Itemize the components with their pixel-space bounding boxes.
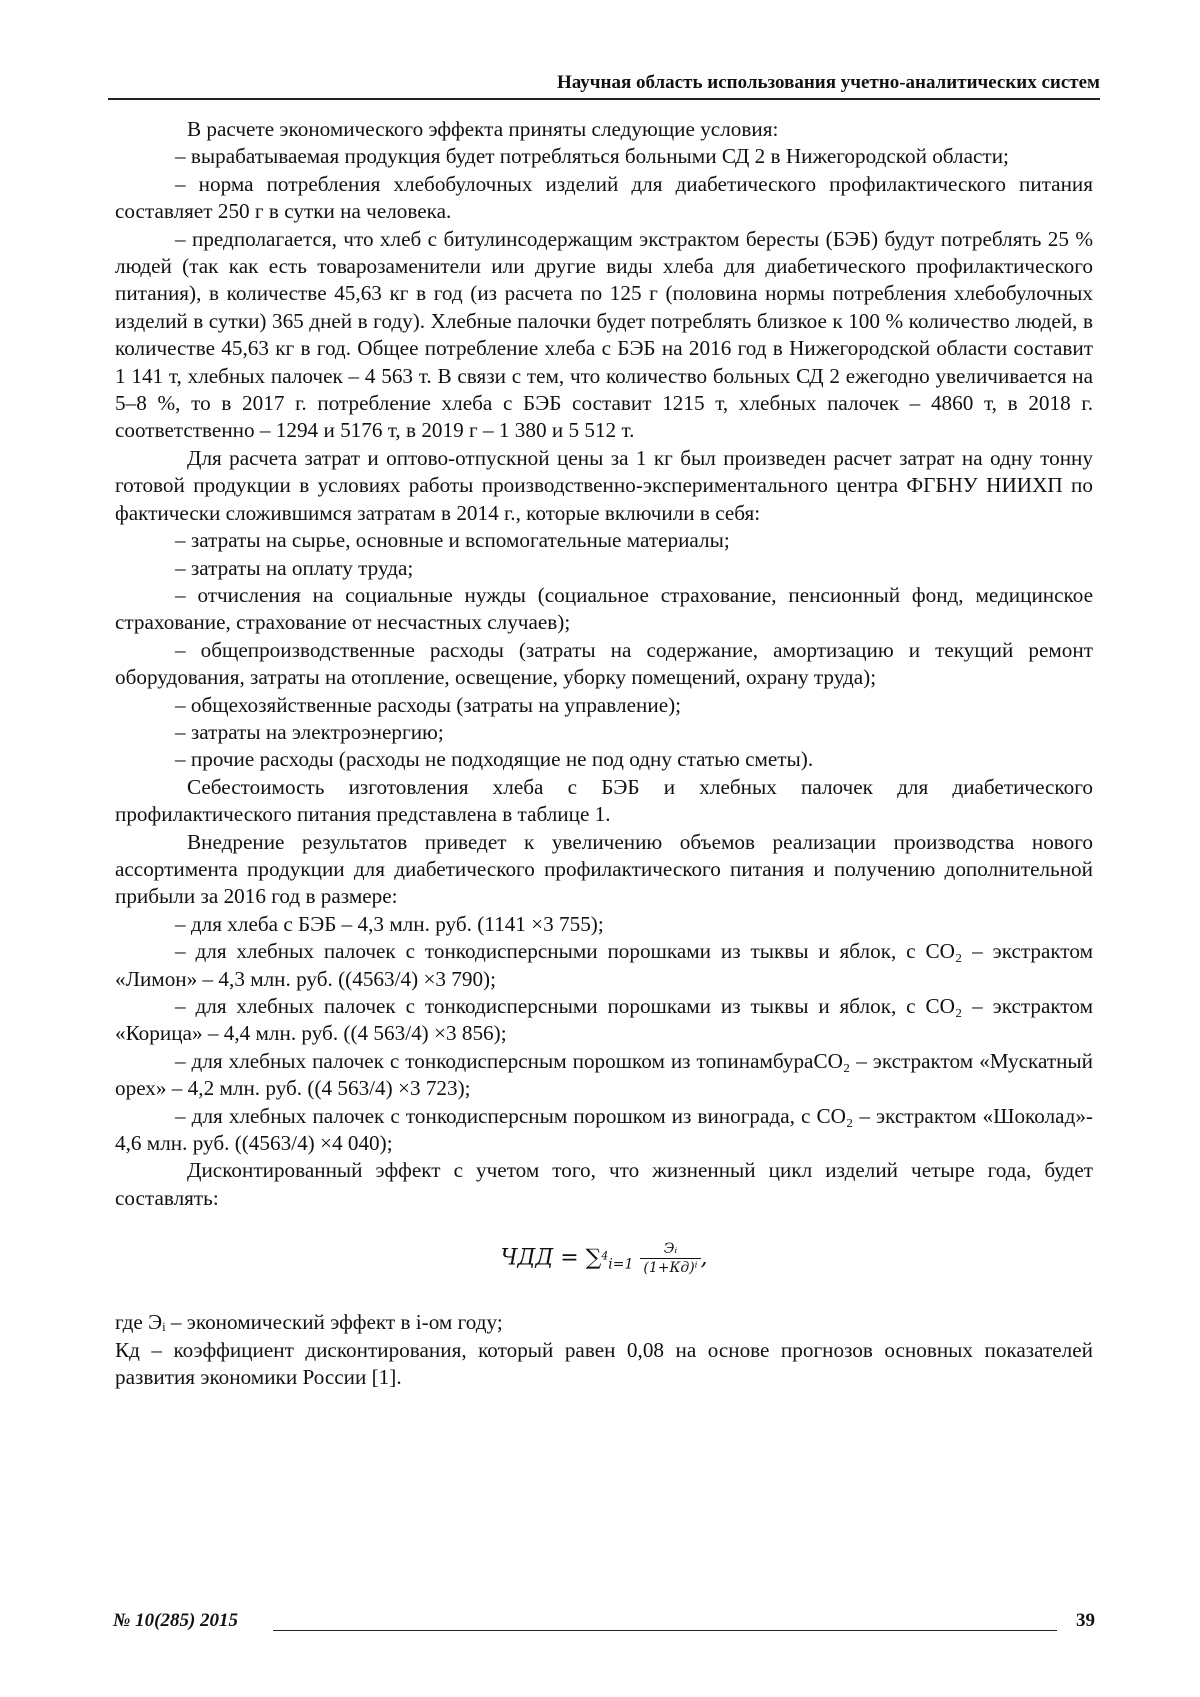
paragraph: Дисконтированный эффект с учетом того, что жизненный цикл изделий четыре года, будет составлять:: [115, 1157, 1093, 1212]
formula-upper-limit: 4: [601, 1249, 608, 1262]
paragraph: Себестоимость изготовления хлеба с БЭБ и хлебных палочек для диабетического профилактического питания представлена в таблице 1.: [115, 774, 1093, 829]
formula-limits: [601, 1254, 633, 1269]
paragraph: В расчете экономического эффекта приняты следующие условия:: [115, 116, 1093, 143]
formula-lower-limit: i=1: [608, 1256, 633, 1272]
formula-tail: ,: [701, 1246, 708, 1271]
paragraph: – для хлебных палочек с тонкодисперсным порошком из винограда, с CO₂ – экстрактом «Шоколад»- 4,6 млн. руб. ((4563/4) ×4 040);: [115, 1103, 1093, 1158]
paragraph: – затраты на оплату труда;: [115, 555, 1093, 582]
paragraph: – предполагается, что хлеб с битулинсодержащим экстрактом бересты (БЭБ) будут потреблять 25 % людей (так как есть товарозаменители или другие виды хлеба для диабетического профилактического питания), в количестве 45,63 кг в год (из расчета по 125 г (половина нормы потребления хлебобулочных изделий в сутки) 365 дней в году). Хлебные палочки будет потреблять близкое к 100 % количество людей, в количестве 45,63 кг в год. Общее потребление хлеба с БЭБ на 2016 год в Нижегородской области составит 1 141 т, хлебных палочек – 4 563 т. В связи с тем, что количество больных СД 2 ежегодно увеличивается на 5–8 %, то в 2017 г. потребление хлеба с БЭБ составит 1215 т, хлебных палочек – 4860 т, в 2018 г. соответственно – 1294 и 5176 т, в 2019 г – 1 380 и 5 512 т.: [115, 226, 1093, 445]
definition-kd: Кд – коэффициент дисконтирования, который равен 0,08 на основе прогнозов основных показателей развития экономики России [1].: [115, 1337, 1093, 1392]
formula-fraction: [640, 1240, 700, 1277]
paragraph: – для хлебных палочек с тонкодисперсными порошками из тыквы и яблок, с CO₂ – экстрактом «Корица» – 4,4 млн. руб. ((4 563/4) ×3 856);: [115, 993, 1093, 1048]
paragraph: – затраты на электроэнергию;: [115, 719, 1093, 746]
paragraph: – для хлеба с БЭБ – 4,3 млн. руб. (1141 ×3 755);: [115, 911, 1093, 938]
issue-number: № 10(285) 2015: [113, 1610, 242, 1632]
paragraph: – для хлебных палочек с тонкодисперсными порошками из тыквы и яблок, с CO₂ – экстрактом «Лимон» – 4,3 млн. руб. ((4563/4) ×3 790);: [115, 938, 1093, 993]
paragraph: Внедрение результатов приведет к увеличению объемов реализации производства нового ассортимента продукции для диабетического профилактического питания и получению дополнительной прибыли за 2016 год в размере:: [115, 829, 1093, 911]
paragraph-list: [115, 116, 1093, 1212]
formula-lhs: ЧДД = ∑: [500, 1246, 601, 1271]
paragraph: – общехозяйственные расходы (затраты на управление);: [115, 692, 1093, 719]
article-body: [115, 116, 1093, 1392]
paragraph: – отчисления на социальные нужды (социальное страхование, пенсионный фонд, медицинское страхование, страхование от несчастных случаев);: [115, 582, 1093, 637]
footer-rule: [273, 1630, 1057, 1631]
paragraph: Для расчета затрат и оптово-отпускной цены за 1 кг был произведен расчет затрат на одну тонну готовой продукции в условиях работы производственно-экспериментального центра ФГБНУ НИИХП по фактически сложившимся затратам в 2014 г., которые включили в себя:: [115, 445, 1093, 527]
paragraph: – норма потребления хлебобулочных изделий для диабетического профилактического питания составляет 250 г в сутки на человека.: [115, 171, 1093, 226]
running-header: [108, 72, 1100, 100]
paragraph: – для хлебных палочек с тонкодисперсным порошком из топинамбураCO₂ – экстрактом «Мускатный орех» – 4,2 млн. руб. ((4 563/4) ×3 723);: [115, 1048, 1093, 1103]
paragraph: – затраты на сырье, основные и вспомогательные материалы;: [115, 527, 1093, 554]
paragraph: – прочие расходы (расходы не подходящие не под одну статью сметы).: [115, 746, 1093, 773]
paragraph: – общепроизводственные расходы (затраты на содержание, амортизацию и текущий ремонт оборудования, затраты на отопление, освещение, уборку помещений, охрану труда);: [115, 637, 1093, 692]
definition-e: где Эᵢ – экономический эффект в i-ом году;: [115, 1309, 1093, 1336]
formula-numerator: Эᵢ: [640, 1240, 700, 1259]
paragraph: – вырабатываемая продукция будет потребляться больными СД 2 в Нижегородской области;: [115, 143, 1093, 170]
header-title: Научная область использования учетно-аналитических систем: [557, 72, 1100, 93]
page-number: 39: [1076, 1610, 1095, 1632]
npv-formula: [115, 1240, 1093, 1279]
formula-denominator: (1+Кд)ⁱ: [640, 1259, 700, 1277]
page-footer: [113, 1610, 1095, 1634]
